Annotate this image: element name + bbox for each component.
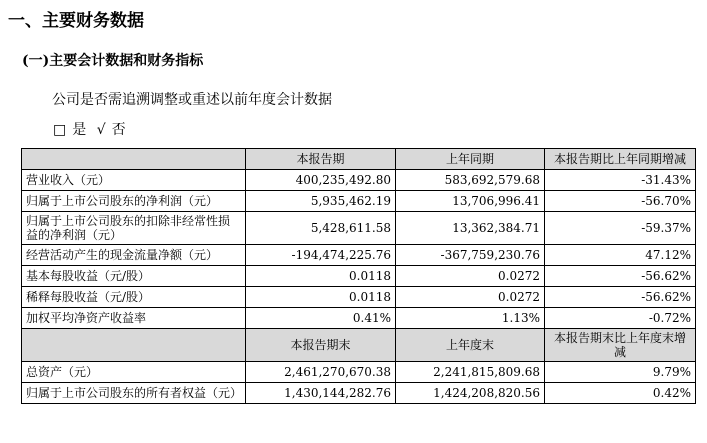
row-label: 归属于上市公司股东的扣除非经常性损益的净利润（元） (22, 212, 246, 245)
header-year-end-change: 本报告期末比上年度末增减 (545, 329, 696, 362)
change-value: -56.62% (545, 266, 696, 287)
table-row (22, 362, 696, 383)
current-value: 1,430,144,282.76 (246, 383, 396, 404)
current-value: 400,235,492.80 (246, 170, 396, 191)
checkmark-icon: √ (96, 122, 106, 138)
current-value: 0.0118 (246, 287, 396, 308)
prior-value: 13,362,384.71 (396, 212, 545, 245)
current-value: -194,474,225.76 (246, 245, 396, 266)
prior-value: -367,759,230.76 (396, 245, 545, 266)
change-value: -0.72% (545, 308, 696, 329)
restatement-options (53, 119, 132, 139)
table-row (22, 266, 696, 287)
table-row (22, 383, 696, 404)
prior-value: 2,241,815,809.68 (396, 362, 545, 383)
change-value: 47.12% (545, 245, 696, 266)
current-value: 2,461,270,670.38 (246, 362, 396, 383)
prior-value: 1,424,208,820.56 (396, 383, 545, 404)
header-current-period: 本报告期 (246, 149, 396, 170)
header-period-change: 本报告期比上年同期增减 (545, 149, 696, 170)
option-no-label: 否 (111, 122, 126, 138)
row-label: 加权平均净资产收益率 (22, 308, 246, 329)
header-blank-cell (22, 149, 246, 170)
section-title: 一、主要财务数据 (8, 11, 144, 31)
current-value: 5,935,462.19 (246, 191, 396, 212)
table-header-row (22, 149, 696, 170)
prior-value: 0.0272 (396, 266, 545, 287)
prior-value: 1.13% (396, 308, 545, 329)
table-row (22, 308, 696, 329)
change-value: -31.43% (545, 170, 696, 191)
header-prior-year-end: 上年度末 (396, 329, 545, 362)
row-label: 经营活动产生的现金流量净额（元） (22, 245, 246, 266)
table-row (22, 212, 696, 245)
change-value: -56.70% (545, 191, 696, 212)
header-period-end: 本报告期末 (246, 329, 396, 362)
restatement-question: 公司是否需追溯调整或重述以前年度会计数据 (52, 92, 332, 108)
table-header-row (22, 329, 696, 362)
row-label: 总资产（元） (22, 362, 246, 383)
table-row (22, 191, 696, 212)
checkbox-empty-icon: □ (53, 122, 67, 138)
option-yes-label: 是 (72, 122, 87, 138)
table-row (22, 245, 696, 266)
header-prior-period: 上年同期 (396, 149, 545, 170)
header-blank-cell (22, 329, 246, 362)
prior-value: 0.0272 (396, 287, 545, 308)
table-row (22, 170, 696, 191)
financial-data-table (21, 148, 696, 404)
subsection-title: (一)主要会计数据和财务指标 (22, 53, 204, 69)
prior-value: 583,692,579.68 (396, 170, 545, 191)
change-value: -56.62% (545, 287, 696, 308)
current-value: 0.0118 (246, 266, 396, 287)
row-label: 归属于上市公司股东的净利润（元） (22, 191, 246, 212)
row-label: 归属于上市公司股东的所有者权益（元） (22, 383, 246, 404)
change-value: 9.79% (545, 362, 696, 383)
row-label: 营业收入（元） (22, 170, 246, 191)
change-value: 0.42% (545, 383, 696, 404)
prior-value: 13,706,996.41 (396, 191, 545, 212)
row-label: 基本每股收益（元/股） (22, 266, 246, 287)
table-row (22, 287, 696, 308)
current-value: 5,428,611.58 (246, 212, 396, 245)
row-label: 稀释每股收益（元/股） (22, 287, 246, 308)
change-value: -59.37% (545, 212, 696, 245)
current-value: 0.41% (246, 308, 396, 329)
